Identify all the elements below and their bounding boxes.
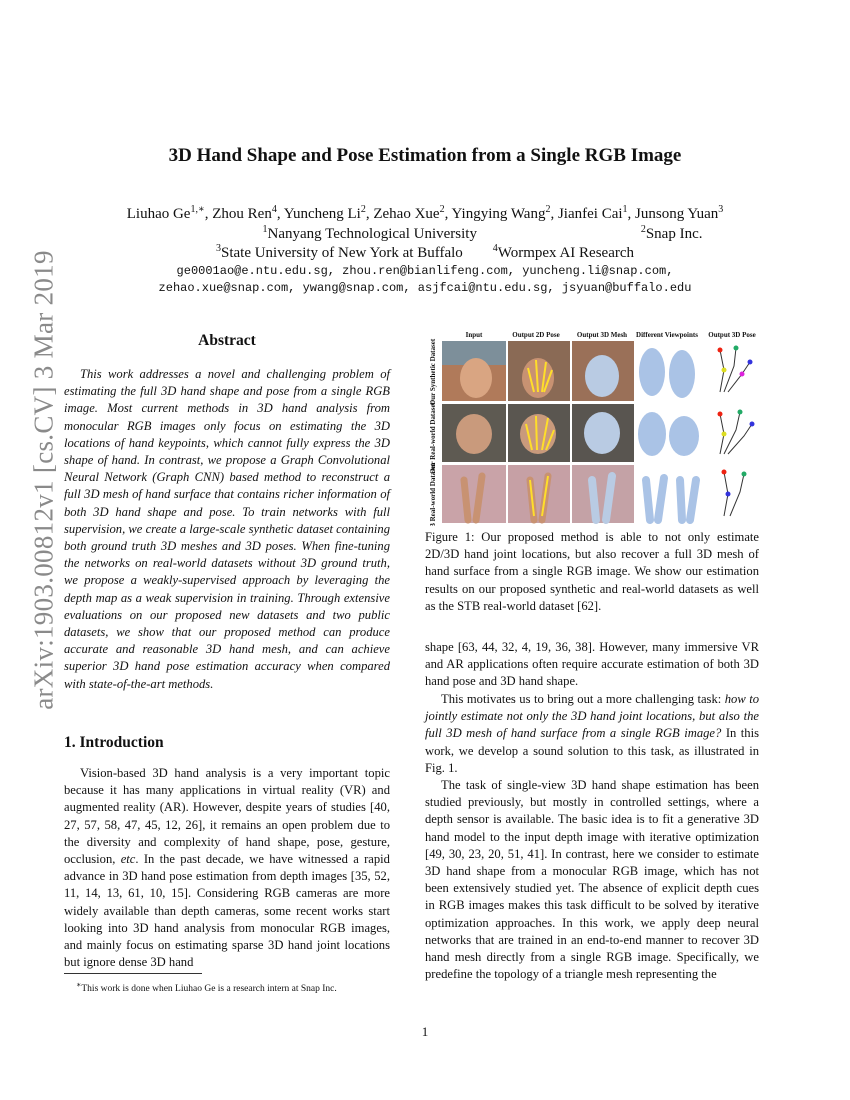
pose3d-joint: [742, 472, 747, 477]
page-number: 1: [421, 1024, 429, 1039]
row-label-synthetic: Our Synthetic Dataset: [429, 338, 437, 406]
col-header-input: Input: [465, 331, 483, 339]
abstract-heading: Abstract: [198, 332, 256, 349]
author-name: Liuhao Ge: [126, 206, 191, 222]
hand-mesh: [584, 412, 620, 454]
right-paragraph-2: [425, 691, 759, 777]
footnote-rule: [64, 973, 202, 974]
author-superscript: 2: [545, 204, 551, 215]
hand-mesh-view: [639, 348, 665, 396]
hand-photo: [456, 414, 492, 454]
intro-heading: 1. Introduction: [64, 734, 164, 751]
author-name: , Zehao Xue: [365, 206, 440, 222]
affiliation-line-2: [0, 239, 850, 263]
author-name: , Yingying Wang: [444, 206, 546, 222]
pose3d-joint: [740, 372, 745, 377]
col-header-3d-pose: Output 3D Pose: [708, 331, 756, 339]
right-paragraph-1: shape [63, 44, 32, 4, 19, 36, 38]. However, many immersive VR and AR applications often require accurate estimation of both 3D hand pose and 3D hand shape.: [425, 640, 759, 689]
affiliation-superscript: 4: [492, 243, 498, 254]
email-line-2: zehao.xue@snap.com, ywang@snap.com, asjfcai@ntu.edu.sg, jsyuan@buffalo.edu: [158, 281, 692, 295]
hand-mesh-view: [669, 416, 699, 456]
footnote: [64, 979, 394, 995]
author-name: , Jianfei Cai: [550, 206, 623, 222]
pose3d-joint: [734, 346, 739, 351]
email-line-1: ge0001ao@e.ntu.edu.sg, zhou.ren@bianlifeng.com, yuncheng.li@snap.com,: [176, 264, 674, 278]
footnote-text: This work is done when Liuhao Ge is a research intern at Snap Inc.: [81, 984, 337, 995]
pose3d-joint: [722, 470, 727, 475]
hand-mesh-view: [646, 478, 664, 520]
author-name: , Zhou Ren: [204, 206, 272, 222]
paper-title: 3D Hand Shape and Pose Estimation from a Single RGB Image: [168, 145, 682, 166]
author-name: , Junsong Yuan: [627, 206, 719, 222]
intro-etc: etc: [120, 852, 136, 867]
pose3d-joint: [718, 412, 723, 417]
hand-mesh-view: [638, 412, 666, 456]
pose3d-joint: [726, 492, 731, 497]
hand-photo: [460, 358, 492, 398]
col-header-2d-pose: Output 2D Pose: [512, 331, 560, 339]
pose3d-joint: [750, 422, 755, 427]
row-label-stb: STB Real-world Dataset: [429, 463, 437, 526]
hand-mesh: [585, 355, 619, 397]
arxiv-stamp: arXiv:1903.00812v1 [cs.CV] 3 Mar 2019: [28, 250, 59, 710]
figure-1-graphic: [424, 330, 760, 526]
abstract-text: This work addresses a novel and challenging problem of estimating the full 3D hand shape and pose from a single RGB image. Most current methods in 3D hand analysis from monocular RGB images only focus on estimating the 3D locations of hand keypoints, which cannot fully express the 3D shape of hand. In contrast, we propose a Graph Convolutional Neural Network (Graph CNN) based method to reconstruct a full 3D mesh of hand surface that contains richer information of both 3D hand shape and pose. To train networks with full supervision, we create a large-scale synthetic dataset containing both ground truth 3D meshes and 3D poses. When fine-tuning the networks on real-world datasets without 3D ground truth, we propose a weakly-supervised approach by leveraging the depth map as a weak supervision in training. Through extensive evaluations on our proposed new datasets and two public datasets, we show that our proposed method can produce accurate and reasonable 3D hand mesh, and can achieve superior 3D hand pose estimation accuracy when compared with state-of-the-art methods.: [64, 367, 390, 691]
pose3d-joint: [738, 410, 743, 415]
author-superscript: 3: [718, 204, 724, 215]
right-p2-text-end: In this work, we develop a sound solution to this task, as illustrated in Fig. 1.: [425, 726, 760, 775]
pose2d-image-stb: [508, 465, 570, 523]
figure-1-caption: Figure 1: Our proposed method is able to not only estimate 2D/3D hand joint locations, but also recover a full 3D mesh of hand surface from a single RGB image. We show our estimation results on our proposed synthetic and real-world datasets as well as the STB real-world dataset [62].: [425, 530, 759, 613]
author-superscript: 4: [271, 204, 277, 215]
intro-paragraph: [64, 765, 390, 971]
footnote-mark: ∗: [76, 980, 82, 989]
author-superscript: 2: [360, 204, 366, 215]
author-name: , Yuncheng Li: [276, 206, 361, 222]
figure-1: [424, 330, 760, 526]
pose3d-joint: [722, 368, 727, 373]
author-superscript: 1,∗: [190, 204, 205, 215]
pose3d-joint: [748, 360, 753, 365]
affiliation-ntu: Nanyang Technological University: [267, 226, 477, 242]
right-paragraph-3: The task of single-view 3D hand shape estimation has been studied previously, but mostly in controlled settings, where a depth sensor is available. The basic idea is to fit a generative 3D hand model to the input depth image with iterative optimization [49, 30, 23, 20, 51, 41]. In contrast, here we consider to estimate 3D hand shape from a monocular RGB image, which has not been extensively studied yet. The absence of explicit depth cues in RGB images makes this task difficult to be solved by iterative optimization approaches. In this work, we apply deep neural networks that are trained in an end-to-end manner to recover 3D hand mesh directly from a single RGB image. Specifically, we predefine the topology of a triangle mesh representing the: [425, 778, 759, 982]
affiliation-superscript: 2: [640, 224, 646, 235]
hand-photo: [520, 414, 556, 454]
affiliation-snap: Snap Inc.: [645, 226, 703, 242]
row-label-real-world: Our Real-world Dataset: [429, 402, 437, 474]
hand-mesh-view: [669, 350, 695, 398]
intro-text: Vision-based 3D hand analysis is a very important topic because it has many applications in virtual reality (VR) and augmented reality (AR). However, despite years of studies [40, 27, 57, 58, 47, 45, 12, 26], it remains an open problem due to the diversity and complexity of hand shape, pose, gesture, occlusion,: [64, 766, 390, 867]
intro-text-rest: . In the past decade, we have witnessed a rapid advance in 3D hand pose estimation from depth images [35, 52, 11, 14, 13, 61, 10, 15]. Considering RGB cameras are more widely available than depth cameras, some recent works start looking into 3D hand analysis from monocular RGB images, and mainly focus on estimating sparse 3D hand joint locations but ignore dense 3D hand: [64, 852, 390, 970]
hand-mesh-view: [680, 480, 696, 520]
right-p2-question: how to jointly estimate not only the 3D hand joint locations, but also the full 3D mesh of hand surface from a single RGB image?: [425, 692, 759, 741]
col-header-viewpoints: Different Viewpoints: [636, 331, 698, 339]
pose3d-joint: [718, 348, 723, 353]
author-superscript: 1: [622, 204, 628, 215]
affiliation-superscript: 3: [215, 243, 221, 254]
col-header-3d-mesh: Output 3D Mesh: [576, 331, 628, 339]
affiliation-suny: State University of New York at Buffalo: [220, 245, 463, 261]
author-superscript: 2: [439, 204, 445, 215]
right-p2-text: This motivates us to bring out a more challenging task:: [441, 692, 725, 706]
pose3d-joint: [722, 432, 727, 437]
affiliation-superscript: 1: [262, 224, 268, 235]
affiliation-wormpex: Wormpex AI Research: [497, 245, 635, 261]
